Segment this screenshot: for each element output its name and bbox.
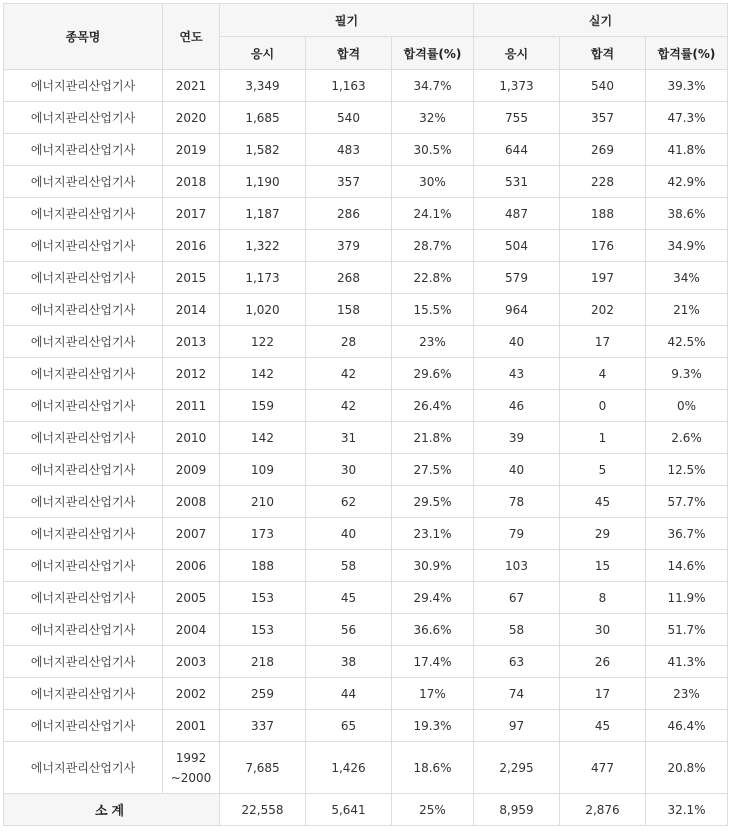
table-row (4, 742, 728, 794)
table-row (4, 550, 728, 582)
cell-written-applicants: 173 (220, 518, 306, 550)
cell-practical-rate: 12.5% (646, 454, 728, 486)
cell-practical-rate: 23% (646, 678, 728, 710)
cell-name: 에너지관리산업기사 (4, 102, 163, 134)
cell-name: 에너지관리산업기사 (4, 422, 163, 454)
cell-written-applicants: 1,685 (220, 102, 306, 134)
cell-written-applicants: 1,322 (220, 230, 306, 262)
cell-practical-rate: 39.3% (646, 70, 728, 102)
header-written-applicants: 응시 (220, 37, 306, 70)
cell-practical-passed: 176 (560, 230, 646, 262)
table-row (4, 710, 728, 742)
cell-name: 에너지관리산업기사 (4, 550, 163, 582)
cell-written-passed: 1,163 (306, 70, 392, 102)
total-row (4, 794, 728, 826)
cell-written-applicants: 1,582 (220, 134, 306, 166)
cell-written-applicants: 218 (220, 646, 306, 678)
cell-practical-passed: 29 (560, 518, 646, 550)
cell-written-rate: 17% (392, 678, 474, 710)
cell-name: 에너지관리산업기사 (4, 358, 163, 390)
cell-practical-applicants: 67 (474, 582, 560, 614)
cell-written-rate: 24.1% (392, 198, 474, 230)
cell-written-applicants: 1,190 (220, 166, 306, 198)
cell-name: 에너지관리산업기사 (4, 742, 163, 794)
cell-written-passed: 58 (306, 550, 392, 582)
cell-practical-applicants: 43 (474, 358, 560, 390)
cell-practical-passed: 1 (560, 422, 646, 454)
cell-year: 2003 (163, 646, 220, 678)
cell-written-passed: 28 (306, 326, 392, 358)
cell-year: 2011 (163, 390, 220, 422)
cell-practical-applicants: 58 (474, 614, 560, 646)
cell-practical-applicants: 504 (474, 230, 560, 262)
cell-name: 에너지관리산업기사 (4, 262, 163, 294)
total-practical-applicants: 8,959 (474, 794, 560, 826)
cell-written-applicants: 7,685 (220, 742, 306, 794)
cell-practical-applicants: 1,373 (474, 70, 560, 102)
cell-written-rate: 30% (392, 166, 474, 198)
cell-practical-passed: 4 (560, 358, 646, 390)
cell-written-applicants: 159 (220, 390, 306, 422)
cell-name: 에너지관리산업기사 (4, 134, 163, 166)
cell-year: 2007 (163, 518, 220, 550)
cell-written-applicants: 153 (220, 614, 306, 646)
table-row (4, 134, 728, 166)
table-row (4, 166, 728, 198)
cell-written-rate: 19.3% (392, 710, 474, 742)
cell-name: 에너지관리산업기사 (4, 710, 163, 742)
cell-practical-passed: 202 (560, 294, 646, 326)
cell-practical-passed: 15 (560, 550, 646, 582)
table-row (4, 614, 728, 646)
cell-written-passed: 65 (306, 710, 392, 742)
cell-written-applicants: 109 (220, 454, 306, 486)
cell-practical-passed: 17 (560, 326, 646, 358)
cell-written-rate: 17.4% (392, 646, 474, 678)
cell-written-passed: 540 (306, 102, 392, 134)
cell-name: 에너지관리산업기사 (4, 518, 163, 550)
table-row (4, 262, 728, 294)
table-row (4, 198, 728, 230)
header-practical: 실기 (474, 4, 728, 37)
cell-practical-applicants: 78 (474, 486, 560, 518)
cell-written-rate: 22.8% (392, 262, 474, 294)
cell-written-passed: 42 (306, 390, 392, 422)
cell-practical-passed: 357 (560, 102, 646, 134)
cell-written-applicants: 1,020 (220, 294, 306, 326)
cell-practical-applicants: 40 (474, 326, 560, 358)
table-row (4, 678, 728, 710)
cell-year: 2018 (163, 166, 220, 198)
cell-practical-applicants: 39 (474, 422, 560, 454)
cell-written-rate: 29.5% (392, 486, 474, 518)
cell-practical-passed: 197 (560, 262, 646, 294)
cell-practical-passed: 17 (560, 678, 646, 710)
cell-practical-passed: 188 (560, 198, 646, 230)
cell-practical-applicants: 487 (474, 198, 560, 230)
cell-year: 2009 (163, 454, 220, 486)
cell-year: 2020 (163, 102, 220, 134)
table-body (4, 70, 728, 794)
header-written-passed: 합격 (306, 37, 392, 70)
cell-name: 에너지관리산업기사 (4, 198, 163, 230)
cell-written-rate: 27.5% (392, 454, 474, 486)
cell-written-passed: 158 (306, 294, 392, 326)
table-row (4, 454, 728, 486)
cell-written-rate: 34.7% (392, 70, 474, 102)
cell-name: 에너지관리산업기사 (4, 70, 163, 102)
table-footer (4, 794, 728, 826)
cell-year: 2015 (163, 262, 220, 294)
cell-name: 에너지관리산업기사 (4, 646, 163, 678)
cell-practical-applicants: 644 (474, 134, 560, 166)
cell-written-applicants: 3,349 (220, 70, 306, 102)
header-practical-passed: 합격 (560, 37, 646, 70)
table-row (4, 294, 728, 326)
cell-year: 2017 (163, 198, 220, 230)
cell-practical-applicants: 103 (474, 550, 560, 582)
table-row (4, 390, 728, 422)
cell-name: 에너지관리산업기사 (4, 294, 163, 326)
cell-written-applicants: 337 (220, 710, 306, 742)
cell-written-rate: 28.7% (392, 230, 474, 262)
cell-written-passed: 42 (306, 358, 392, 390)
cell-practical-rate: 21% (646, 294, 728, 326)
cell-written-applicants: 142 (220, 422, 306, 454)
table-row (4, 646, 728, 678)
cell-name: 에너지관리산업기사 (4, 454, 163, 486)
total-practical-rate: 32.1% (646, 794, 728, 826)
total-label: 소계 (4, 794, 220, 826)
cell-practical-rate: 9.3% (646, 358, 728, 390)
cell-practical-rate: 2.6% (646, 422, 728, 454)
cell-written-rate: 21.8% (392, 422, 474, 454)
cell-written-rate: 18.6% (392, 742, 474, 794)
cell-written-passed: 62 (306, 486, 392, 518)
cell-written-passed: 45 (306, 582, 392, 614)
cell-year: 2002 (163, 678, 220, 710)
table-row (4, 326, 728, 358)
cell-name: 에너지관리산업기사 (4, 390, 163, 422)
cell-practical-applicants: 74 (474, 678, 560, 710)
cell-practical-applicants: 63 (474, 646, 560, 678)
table-row (4, 486, 728, 518)
cell-practical-applicants: 964 (474, 294, 560, 326)
cell-practical-rate: 38.6% (646, 198, 728, 230)
cell-name: 에너지관리산업기사 (4, 582, 163, 614)
cell-written-passed: 1,426 (306, 742, 392, 794)
cell-practical-applicants: 755 (474, 102, 560, 134)
cell-year: 2008 (163, 486, 220, 518)
cell-written-applicants: 142 (220, 358, 306, 390)
cell-practical-applicants: 79 (474, 518, 560, 550)
cell-written-passed: 38 (306, 646, 392, 678)
cell-written-passed: 56 (306, 614, 392, 646)
cell-practical-passed: 45 (560, 710, 646, 742)
cell-written-applicants: 188 (220, 550, 306, 582)
cell-written-passed: 31 (306, 422, 392, 454)
cell-name: 에너지관리산업기사 (4, 486, 163, 518)
cell-written-applicants: 122 (220, 326, 306, 358)
cell-year: 2001 (163, 710, 220, 742)
cell-practical-rate: 34% (646, 262, 728, 294)
table-row (4, 230, 728, 262)
cell-practical-passed: 0 (560, 390, 646, 422)
cell-practical-applicants: 97 (474, 710, 560, 742)
cell-practical-rate: 41.3% (646, 646, 728, 678)
header-practical-rate: 합격률(%) (646, 37, 728, 70)
cell-written-applicants: 210 (220, 486, 306, 518)
cell-written-applicants: 259 (220, 678, 306, 710)
cell-name: 에너지관리산업기사 (4, 230, 163, 262)
cell-year: 2021 (163, 70, 220, 102)
cell-practical-passed: 45 (560, 486, 646, 518)
cell-written-applicants: 1,173 (220, 262, 306, 294)
header-written-rate: 합격률(%) (392, 37, 474, 70)
cell-year: 2010 (163, 422, 220, 454)
cell-written-rate: 30.5% (392, 134, 474, 166)
cell-practical-rate: 57.7% (646, 486, 728, 518)
cell-practical-passed: 26 (560, 646, 646, 678)
pass-rate-table (3, 3, 728, 826)
cell-written-rate: 29.6% (392, 358, 474, 390)
table-row (4, 518, 728, 550)
cell-written-passed: 44 (306, 678, 392, 710)
cell-practical-passed: 8 (560, 582, 646, 614)
cell-practical-rate: 41.8% (646, 134, 728, 166)
cell-written-rate: 26.4% (392, 390, 474, 422)
cell-practical-applicants: 579 (474, 262, 560, 294)
table-header (4, 4, 728, 70)
table-row (4, 70, 728, 102)
cell-written-rate: 30.9% (392, 550, 474, 582)
cell-written-applicants: 1,187 (220, 198, 306, 230)
cell-practical-rate: 42.5% (646, 326, 728, 358)
cell-name: 에너지관리산업기사 (4, 614, 163, 646)
cell-year: 2014 (163, 294, 220, 326)
total-written-rate: 25% (392, 794, 474, 826)
cell-practical-rate: 47.3% (646, 102, 728, 134)
cell-name: 에너지관리산업기사 (4, 678, 163, 710)
cell-year: 2004 (163, 614, 220, 646)
cell-written-passed: 483 (306, 134, 392, 166)
cell-written-passed: 40 (306, 518, 392, 550)
cell-practical-rate: 20.8% (646, 742, 728, 794)
cell-written-passed: 379 (306, 230, 392, 262)
table-row (4, 422, 728, 454)
cell-practical-passed: 269 (560, 134, 646, 166)
table-row (4, 582, 728, 614)
header-practical-applicants: 응시 (474, 37, 560, 70)
cell-year (163, 742, 220, 794)
cell-practical-applicants: 46 (474, 390, 560, 422)
cell-practical-passed: 228 (560, 166, 646, 198)
cell-written-passed: 30 (306, 454, 392, 486)
cell-practical-rate: 36.7% (646, 518, 728, 550)
cell-written-passed: 286 (306, 198, 392, 230)
cell-year: 2019 (163, 134, 220, 166)
cell-year: 2013 (163, 326, 220, 358)
cell-year: 2016 (163, 230, 220, 262)
cell-practical-rate: 46.4% (646, 710, 728, 742)
cell-name: 에너지관리산업기사 (4, 166, 163, 198)
cell-year: 2006 (163, 550, 220, 582)
cell-year: 2005 (163, 582, 220, 614)
cell-name: 에너지관리산업기사 (4, 326, 163, 358)
cell-practical-rate: 0% (646, 390, 728, 422)
cell-written-rate: 32% (392, 102, 474, 134)
total-practical-passed: 2,876 (560, 794, 646, 826)
cell-year: 2012 (163, 358, 220, 390)
cell-practical-passed: 540 (560, 70, 646, 102)
total-written-passed: 5,641 (306, 794, 392, 826)
cell-written-passed: 357 (306, 166, 392, 198)
cell-practical-rate: 11.9% (646, 582, 728, 614)
cell-practical-rate: 14.6% (646, 550, 728, 582)
cell-practical-rate: 51.7% (646, 614, 728, 646)
cell-practical-applicants: 40 (474, 454, 560, 486)
table-row (4, 102, 728, 134)
cell-practical-passed: 5 (560, 454, 646, 486)
cell-year-start: 1992 (175, 750, 207, 765)
cell-written-rate: 23.1% (392, 518, 474, 550)
cell-written-passed: 268 (306, 262, 392, 294)
cell-practical-passed: 30 (560, 614, 646, 646)
header-year: 연도 (163, 4, 220, 70)
cell-practical-applicants: 2,295 (474, 742, 560, 794)
cell-written-rate: 36.6% (392, 614, 474, 646)
cell-practical-rate: 34.9% (646, 230, 728, 262)
cell-practical-rate: 42.9% (646, 166, 728, 198)
cell-practical-applicants: 531 (474, 166, 560, 198)
cell-practical-passed: 477 (560, 742, 646, 794)
header-written: 필기 (220, 4, 474, 37)
cell-written-rate: 15.5% (392, 294, 474, 326)
cell-written-rate: 29.4% (392, 582, 474, 614)
cell-written-rate: 23% (392, 326, 474, 358)
total-written-applicants: 22,558 (220, 794, 306, 826)
header-name: 종목명 (4, 4, 163, 70)
cell-year-end: ~2000 (170, 770, 212, 785)
table-row (4, 358, 728, 390)
cell-written-applicants: 153 (220, 582, 306, 614)
